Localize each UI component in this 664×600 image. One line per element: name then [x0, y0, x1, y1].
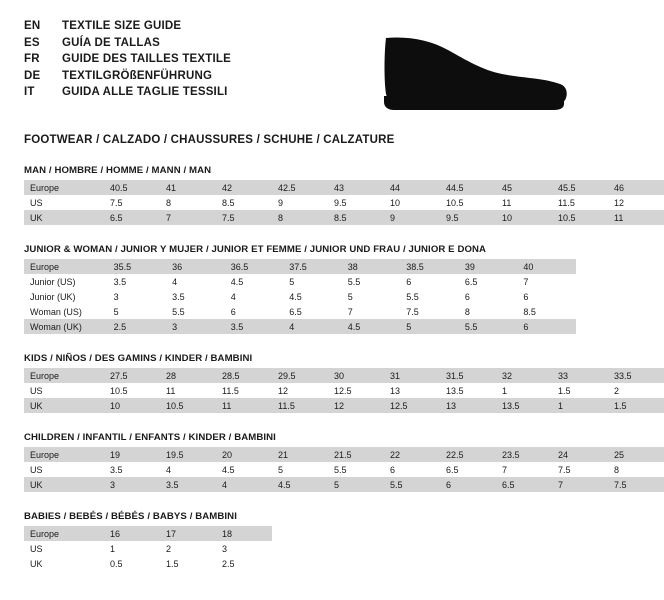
size-group-title: CHILDREN / INFANTIL / ENFANTS / KINDER / BAMBINI	[24, 432, 276, 443]
size-cell: 21.5	[328, 447, 384, 462]
row-label: US	[24, 195, 104, 210]
row-label: Junior (UK)	[24, 289, 108, 304]
table-row	[24, 447, 664, 462]
size-group	[24, 165, 625, 225]
size-cell: 12.5	[384, 398, 440, 413]
size-cell: 2.5	[216, 556, 272, 571]
size-table	[24, 447, 664, 492]
size-cell: 38	[342, 259, 401, 274]
size-cell: 1.5	[608, 398, 664, 413]
size-cell: 45	[496, 180, 552, 195]
table-row	[24, 289, 576, 304]
size-cell: 7	[517, 274, 576, 289]
size-cell: 19	[104, 447, 160, 462]
size-cell: 4.5	[225, 274, 284, 289]
size-cell: 22	[384, 447, 440, 462]
size-cell: 13.5	[440, 383, 496, 398]
language-row	[24, 51, 231, 68]
size-cell: 11	[160, 383, 216, 398]
size-cell: 23.5	[496, 447, 552, 462]
size-cell: 3.5	[160, 477, 216, 492]
size-cell: 6	[517, 319, 576, 334]
size-cell: 10.5	[104, 383, 160, 398]
language-row	[24, 35, 231, 52]
language-code: IT	[24, 86, 35, 98]
row-label: Junior (US)	[24, 274, 108, 289]
size-cell: 16	[104, 526, 160, 541]
row-label: UK	[24, 556, 104, 571]
table-row	[24, 398, 664, 413]
size-cell: 36	[166, 259, 225, 274]
size-cell: 9.5	[328, 195, 384, 210]
size-cell: 24	[552, 447, 608, 462]
row-label: Woman (UK)	[24, 319, 108, 334]
size-cell: 4.5	[216, 462, 272, 477]
table-row	[24, 383, 664, 398]
size-cell: 1	[104, 541, 160, 556]
language-row	[24, 68, 231, 85]
size-cell: 5	[342, 289, 401, 304]
size-cell: 10.5	[440, 195, 496, 210]
size-cell: 19.5	[160, 447, 216, 462]
size-cell: 10	[384, 195, 440, 210]
table-row	[24, 319, 576, 334]
size-cell: 4	[283, 319, 342, 334]
size-cell: 13.5	[496, 398, 552, 413]
language-code: DE	[24, 69, 41, 82]
size-cell: 4.5	[283, 289, 342, 304]
size-cell: 3	[104, 477, 160, 492]
size-group-title: BABIES / BEBÉS / BÉBÉS / BABYS / BAMBINI	[24, 511, 237, 522]
size-tables	[24, 165, 632, 571]
size-cell: 9	[272, 195, 328, 210]
size-cell: 3.5	[225, 319, 284, 334]
size-group	[24, 432, 627, 492]
size-cell: 2	[160, 541, 216, 556]
size-table	[24, 526, 272, 571]
size-cell: 6.5	[459, 274, 518, 289]
size-cell: 11	[496, 195, 552, 210]
size-cell: 42.5	[272, 180, 328, 195]
size-cell: 43	[328, 180, 384, 195]
size-cell: 22.5	[440, 447, 496, 462]
language-text: GUIDE DES TAILLES TEXTILE	[62, 53, 231, 65]
size-cell: 39	[459, 259, 518, 274]
language-row	[24, 84, 231, 101]
size-cell: 11	[608, 210, 664, 225]
size-cell: 11.5	[272, 398, 328, 413]
size-cell: 12	[608, 195, 664, 210]
row-label: UK	[24, 398, 104, 413]
size-cell: 6	[400, 274, 459, 289]
size-cell: 36.5	[225, 259, 284, 274]
size-cell: 40	[517, 259, 576, 274]
size-cell: 8.5	[216, 195, 272, 210]
row-label: Woman (US)	[24, 304, 108, 319]
size-cell: 10.5	[552, 210, 608, 225]
size-cell: 5	[328, 477, 384, 492]
size-cell: 25	[608, 447, 664, 462]
row-label: Europe	[24, 368, 104, 383]
size-cell: 5.5	[400, 289, 459, 304]
size-cell: 8.5	[328, 210, 384, 225]
size-cell: 30	[328, 368, 384, 383]
language-list	[24, 18, 231, 101]
size-cell: 11.5	[216, 383, 272, 398]
size-cell: 13	[440, 398, 496, 413]
size-cell: 27.5	[104, 368, 160, 383]
size-cell: 5.5	[342, 274, 401, 289]
language-text: TEXTILE SIZE GUIDE	[62, 20, 182, 32]
size-cell: 0.5	[104, 556, 160, 571]
size-cell: 3.5	[108, 274, 167, 289]
size-cell: 3	[166, 319, 225, 334]
size-cell: 12.5	[328, 383, 384, 398]
size-cell: 28	[160, 368, 216, 383]
size-cell: 7	[160, 210, 216, 225]
size-cell: 41	[160, 180, 216, 195]
size-cell: 6.5	[440, 462, 496, 477]
size-cell: 1.5	[552, 383, 608, 398]
size-cell: 42	[216, 180, 272, 195]
size-cell: 1.5	[160, 556, 216, 571]
size-cell: 5	[108, 304, 167, 319]
table-row	[24, 195, 664, 210]
row-label: US	[24, 541, 104, 556]
size-group-title: MAN / HOMBRE / HOMME / MANN / MAN	[24, 165, 212, 176]
size-cell: 11.5	[552, 195, 608, 210]
row-label: UK	[24, 477, 104, 492]
size-cell: 33.5	[608, 368, 664, 383]
size-table	[24, 368, 664, 413]
table-row	[24, 304, 576, 319]
table-row	[24, 477, 664, 492]
size-cell: 3	[108, 289, 167, 304]
size-group-title: JUNIOR & WOMAN / JUNIOR Y MUJER / JUNIOR ET FEMME / JUNIOR UND FRAU / JUNIOR E DONA	[24, 244, 487, 255]
size-cell: 32	[496, 368, 552, 383]
size-cell: 1	[552, 398, 608, 413]
size-cell: 6.5	[283, 304, 342, 319]
page-header	[24, 18, 576, 114]
language-text: GUIDA ALLE TAGLIE TESSILI	[62, 86, 228, 98]
size-cell: 4	[225, 289, 284, 304]
size-cell: 6.5	[104, 210, 160, 225]
size-cell: 10	[496, 210, 552, 225]
footwear-section-title: FOOTWEAR / CALZADO / CHAUSSURES / SCHUHE / CALZATURE	[24, 134, 395, 146]
size-cell: 7	[496, 462, 552, 477]
table-row	[24, 526, 272, 541]
size-cell: 9	[384, 210, 440, 225]
size-cell: 40.5	[104, 180, 160, 195]
row-label: Europe	[24, 447, 104, 462]
size-cell: 45.5	[552, 180, 608, 195]
size-cell: 21	[272, 447, 328, 462]
size-cell: 4	[216, 477, 272, 492]
size-cell: 11	[216, 398, 272, 413]
size-cell: 44.5	[440, 180, 496, 195]
size-cell: 37.5	[283, 259, 342, 274]
size-cell: 2	[608, 383, 664, 398]
size-cell: 8	[459, 304, 518, 319]
size-cell: 5.5	[459, 319, 518, 334]
size-cell: 13	[384, 383, 440, 398]
size-table	[24, 180, 664, 225]
size-cell: 8.5	[517, 304, 576, 319]
size-cell: 35.5	[108, 259, 167, 274]
size-cell: 9.5	[440, 210, 496, 225]
size-cell: 7.5	[400, 304, 459, 319]
size-cell: 12	[272, 383, 328, 398]
size-cell: 31.5	[440, 368, 496, 383]
size-cell: 28.5	[216, 368, 272, 383]
row-label: US	[24, 462, 104, 477]
size-cell: 5	[272, 462, 328, 477]
size-cell: 6	[440, 477, 496, 492]
size-group	[24, 511, 576, 571]
table-row	[24, 259, 576, 274]
size-cell: 10.5	[160, 398, 216, 413]
size-cell: 3.5	[104, 462, 160, 477]
language-row	[24, 18, 231, 35]
size-cell: 38.5	[400, 259, 459, 274]
size-cell: 7	[342, 304, 401, 319]
language-code: ES	[24, 36, 40, 49]
size-cell: 17	[160, 526, 216, 541]
size-cell: 3.5	[166, 289, 225, 304]
size-cell: 7.5	[104, 195, 160, 210]
size-cell: 4	[166, 274, 225, 289]
size-cell: 5.5	[166, 304, 225, 319]
size-cell: 7	[552, 477, 608, 492]
size-cell: 5.5	[384, 477, 440, 492]
size-cell: 6	[225, 304, 284, 319]
table-row	[24, 368, 664, 383]
language-code: EN	[24, 20, 41, 32]
size-cell: 8	[608, 462, 664, 477]
size-cell: 6	[384, 462, 440, 477]
size-cell: 20	[216, 447, 272, 462]
size-cell: 5.5	[328, 462, 384, 477]
size-cell: 12	[328, 398, 384, 413]
table-row	[24, 541, 272, 556]
row-label: Europe	[24, 526, 104, 541]
table-row	[24, 274, 576, 289]
size-cell: 5	[400, 319, 459, 334]
size-cell: 4.5	[272, 477, 328, 492]
size-cell: 5	[283, 274, 342, 289]
dress-shoe-icon	[378, 30, 568, 114]
row-label: Europe	[24, 180, 104, 195]
size-cell: 4	[160, 462, 216, 477]
row-label: US	[24, 383, 104, 398]
size-cell: 33	[552, 368, 608, 383]
size-cell: 8	[272, 210, 328, 225]
size-cell: 3	[216, 541, 272, 556]
row-label: UK	[24, 210, 104, 225]
size-cell: 2.5	[108, 319, 167, 334]
size-group	[24, 353, 632, 413]
size-cell: 7.5	[608, 477, 664, 492]
table-row	[24, 462, 664, 477]
size-cell: 44	[384, 180, 440, 195]
language-code: FR	[24, 53, 40, 65]
table-row	[24, 556, 272, 571]
table-row	[24, 210, 664, 225]
size-cell: 7.5	[216, 210, 272, 225]
size-cell: 31	[384, 368, 440, 383]
size-group	[24, 244, 576, 334]
size-cell: 7.5	[552, 462, 608, 477]
size-cell: 10	[104, 398, 160, 413]
size-cell: 4.5	[342, 319, 401, 334]
table-row	[24, 180, 664, 195]
size-cell: 1	[496, 383, 552, 398]
language-text: GUÍA DE TALLAS	[62, 36, 160, 49]
row-label: Europe	[24, 259, 108, 274]
size-cell: 46	[608, 180, 664, 195]
size-cell: 18	[216, 526, 272, 541]
size-table	[24, 259, 576, 334]
language-text: TEXTILGRÖßENFÜHRUNG	[62, 69, 213, 82]
size-cell: 6	[459, 289, 518, 304]
size-cell: 6	[517, 289, 576, 304]
size-cell: 29.5	[272, 368, 328, 383]
size-group-title: KIDS / NIÑOS / DES GAMINS / KINDER / BAMBINI	[24, 353, 253, 364]
size-cell: 8	[160, 195, 216, 210]
size-cell: 6.5	[496, 477, 552, 492]
